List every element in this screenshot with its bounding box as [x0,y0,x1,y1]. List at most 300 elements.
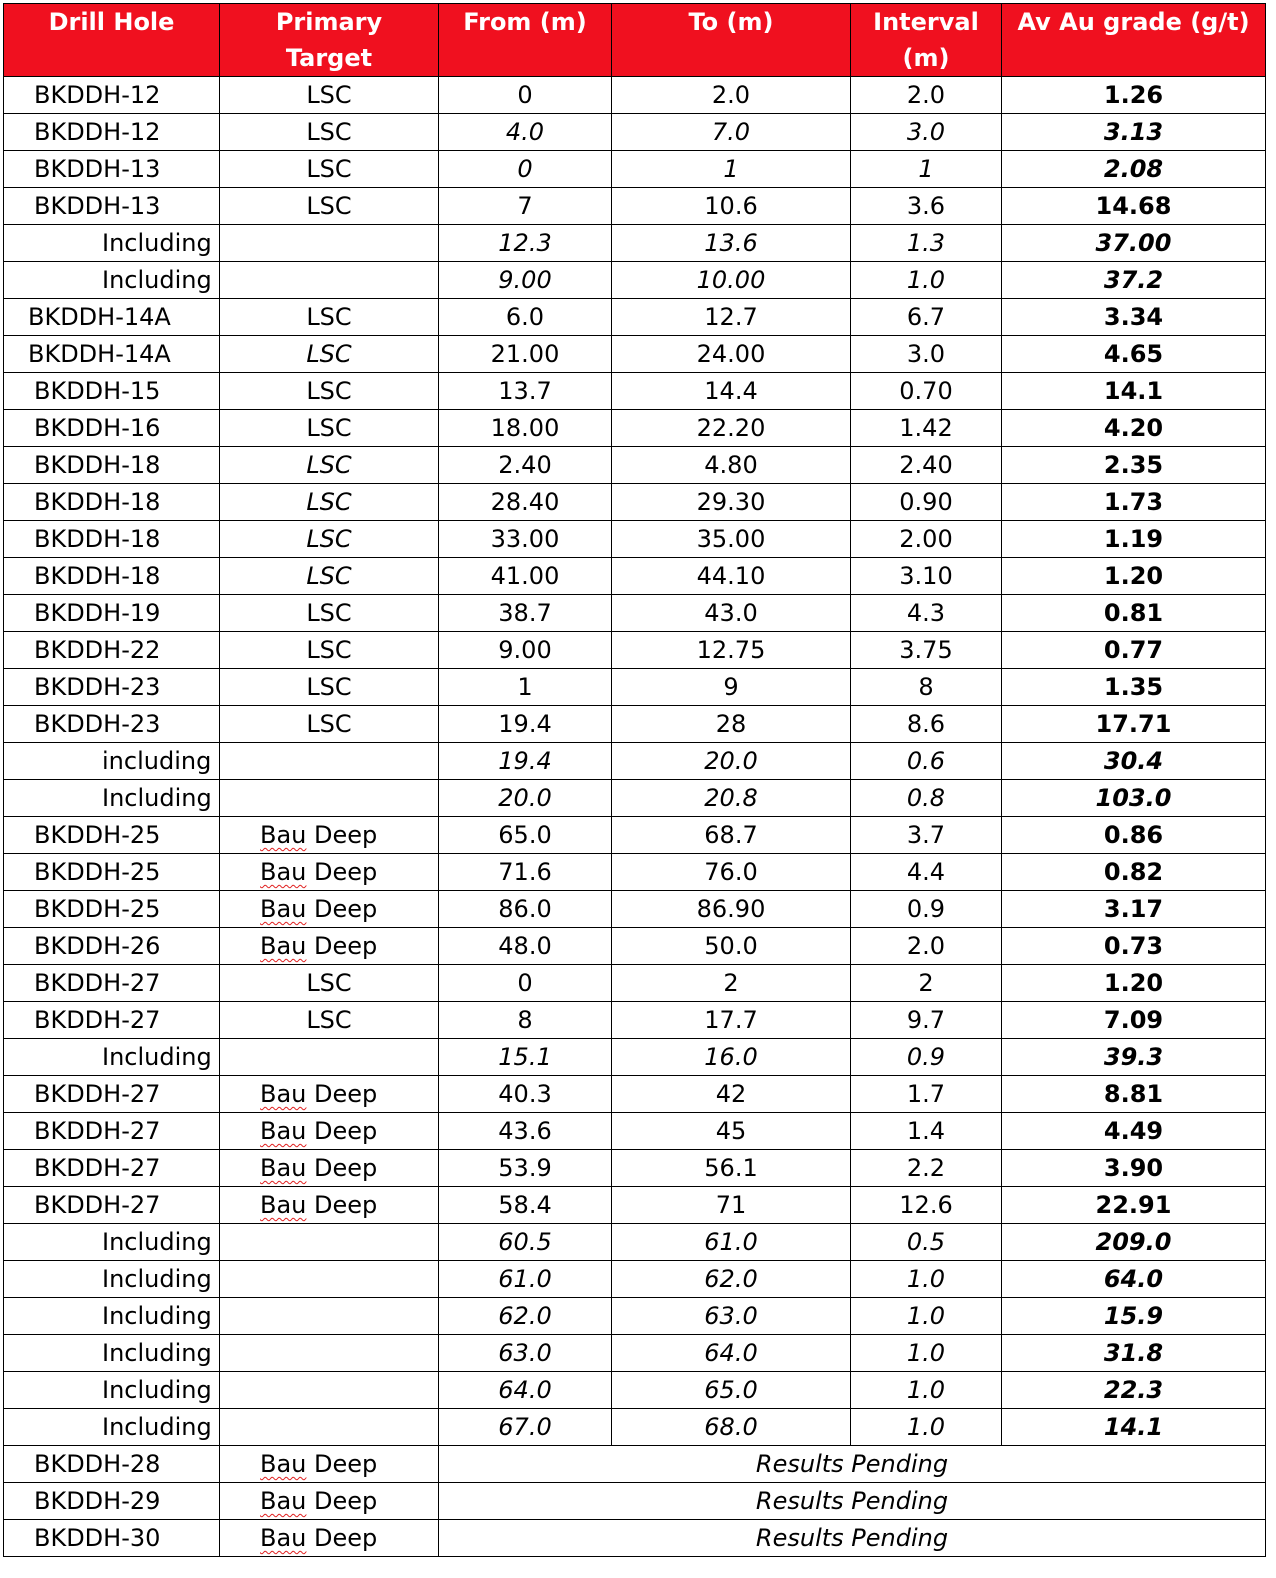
target-text: LSC [306,414,352,442]
header-drill-hole: Drill Hole [4,4,220,77]
cell-drill-hole: BKDDH-27 [4,1187,220,1224]
cell-interval: 3.0 [851,114,1002,151]
cell-au-grade: 1.73 [1002,484,1266,521]
cell-primary-target [220,632,439,669]
cell-drill-hole: BKDDH-18 [4,521,220,558]
cell-au-grade: 1.19 [1002,521,1266,558]
cell-au-grade: 37.2 [1002,262,1266,299]
cell-to: 61.0 [612,1224,851,1261]
target-text: Bau Deep [260,1117,378,1145]
cell-interval: 4.3 [851,595,1002,632]
cell-drill-hole: BKDDH-23 [4,706,220,743]
drill-results-table-wrapper [3,3,1265,1557]
cell-primary-target [220,373,439,410]
table-row [4,151,1266,188]
cell-au-grade: 2.35 [1002,447,1266,484]
cell-from: 86.0 [439,891,612,928]
cell-primary-target [220,1113,439,1150]
cell-au-grade: 3.17 [1002,891,1266,928]
cell-interval: 3.10 [851,558,1002,595]
cell-drill-hole: BKDDH-14A [4,336,220,373]
cell-au-grade: 4.65 [1002,336,1266,373]
cell-to: 1 [612,151,851,188]
cell-primary-target [220,669,439,706]
target-text: Bau Deep [260,821,378,849]
table-row [4,77,1266,114]
cell-from: 0 [439,77,612,114]
cell-to: 2 [612,965,851,1002]
cell-drill-hole: BKDDH-27 [4,1002,220,1039]
cell-au-grade: 0.81 [1002,595,1266,632]
cell-drill-hole: Including [4,1372,220,1409]
table-row [4,1039,1266,1076]
cell-from: 15.1 [439,1039,612,1076]
cell-from: 0 [439,151,612,188]
table-row [4,1002,1266,1039]
cell-au-grade: 1.26 [1002,77,1266,114]
target-text: LSC [306,969,352,997]
cell-from: 58.4 [439,1187,612,1224]
cell-primary-target [220,484,439,521]
cell-from: 28.40 [439,484,612,521]
cell-primary-target [220,780,439,817]
cell-from: 1 [439,669,612,706]
drill-results-table [3,3,1266,1557]
target-word-bau: Bau [260,1524,307,1552]
cell-interval: 0.70 [851,373,1002,410]
cell-interval: 2.0 [851,928,1002,965]
target-word-bau: Bau [260,895,307,923]
table-row [4,1224,1266,1261]
cell-from: 6.0 [439,299,612,336]
target-text: LSC [306,562,352,590]
cell-from: 67.0 [439,1409,612,1446]
target-text: LSC [306,155,352,183]
table-row [4,706,1266,743]
table-row [4,114,1266,151]
cell-from: 12.3 [439,225,612,262]
cell-drill-hole: Including [4,1039,220,1076]
cell-drill-hole: BKDDH-23 [4,669,220,706]
cell-from: 38.7 [439,595,612,632]
cell-primary-target [220,928,439,965]
cell-au-grade: 103.0 [1002,780,1266,817]
target-word-bau: Bau [260,1450,307,1478]
table-row [4,558,1266,595]
table-row [4,595,1266,632]
cell-interval: 0.9 [851,891,1002,928]
cell-from: 13.7 [439,373,612,410]
cell-from: 19.4 [439,743,612,780]
cell-to: 50.0 [612,928,851,965]
cell-drill-hole: Including [4,262,220,299]
cell-primary-target [220,151,439,188]
cell-primary-target [220,595,439,632]
target-text: Bau Deep [260,932,378,960]
cell-primary-target [220,262,439,299]
cell-drill-hole: BKDDH-27 [4,1113,220,1150]
cell-primary-target [220,188,439,225]
table-row [4,336,1266,373]
table-row [4,1150,1266,1187]
cell-drill-hole: BKDDH-30 [4,1520,220,1557]
cell-primary-target [220,1298,439,1335]
cell-primary-target [220,891,439,928]
target-text: LSC [306,488,352,516]
table-row [4,1483,1266,1520]
cell-to: 10.00 [612,262,851,299]
header-au-grade: Av Au grade (g/t) [1002,4,1266,77]
target-text: LSC [306,525,352,553]
cell-to: 7.0 [612,114,851,151]
table-row [4,484,1266,521]
cell-to: 16.0 [612,1039,851,1076]
cell-interval: 12.6 [851,1187,1002,1224]
cell-primary-target [220,410,439,447]
table-row [4,1372,1266,1409]
cell-to: 2.0 [612,77,851,114]
cell-to: 28 [612,706,851,743]
cell-drill-hole: Including [4,1224,220,1261]
cell-from: 7 [439,188,612,225]
cell-from: 0 [439,965,612,1002]
cell-au-grade: 7.09 [1002,1002,1266,1039]
cell-to: 24.00 [612,336,851,373]
cell-from: 8 [439,1002,612,1039]
cell-au-grade: 14.1 [1002,373,1266,410]
cell-to: 45 [612,1113,851,1150]
cell-au-grade: 3.34 [1002,299,1266,336]
cell-primary-target [220,521,439,558]
cell-interval: 1.7 [851,1076,1002,1113]
target-text: Bau Deep [260,1191,378,1219]
cell-from: 33.00 [439,521,612,558]
cell-to: 43.0 [612,595,851,632]
cell-au-grade: 22.3 [1002,1372,1266,1409]
cell-from: 4.0 [439,114,612,151]
cell-primary-target [220,1409,439,1446]
cell-interval: 1.4 [851,1113,1002,1150]
target-text: Bau Deep [260,1524,378,1552]
target-text: LSC [306,377,352,405]
target-text: LSC [306,636,352,664]
cell-primary-target [220,965,439,1002]
cell-to: 20.0 [612,743,851,780]
cell-drill-hole: BKDDH-29 [4,1483,220,1520]
target-word-bau: Bau [260,1487,307,1515]
cell-to: 12.75 [612,632,851,669]
cell-primary-target [220,1372,439,1409]
cell-to: 68.0 [612,1409,851,1446]
cell-primary-target [220,743,439,780]
cell-from: 43.6 [439,1113,612,1150]
cell-au-grade: 0.86 [1002,817,1266,854]
cell-interval: 3.0 [851,336,1002,373]
cell-drill-hole: Including [4,1261,220,1298]
cell-drill-hole: BKDDH-27 [4,1076,220,1113]
cell-from: 21.00 [439,336,612,373]
cell-to: 9 [612,669,851,706]
target-text: LSC [306,340,352,368]
cell-interval: 0.8 [851,780,1002,817]
cell-to: 17.7 [612,1002,851,1039]
table-row [4,632,1266,669]
table-row [4,1076,1266,1113]
cell-interval: 8.6 [851,706,1002,743]
cell-drill-hole: Including [4,1409,220,1446]
cell-primary-target [220,225,439,262]
target-word-bau: Bau [260,932,307,960]
target-word-bau: Bau [260,858,307,886]
table-row [4,669,1266,706]
table-row [4,743,1266,780]
header-primary-target: Primary Target [220,4,439,77]
cell-to: 14.4 [612,373,851,410]
target-text: LSC [306,710,352,738]
cell-au-grade: 22.91 [1002,1187,1266,1224]
cell-interval: 1.0 [851,1261,1002,1298]
table-row [4,225,1266,262]
cell-primary-target [220,336,439,373]
cell-primary-target [220,558,439,595]
cell-interval: 4.4 [851,854,1002,891]
target-text: Bau Deep [260,858,378,886]
cell-au-grade: 1.20 [1002,558,1266,595]
cell-au-grade: 64.0 [1002,1261,1266,1298]
cell-primary-target [220,1261,439,1298]
target-text: LSC [306,303,352,331]
cell-from: 41.00 [439,558,612,595]
cell-drill-hole: BKDDH-14A [4,299,220,336]
target-text: LSC [306,1006,352,1034]
table-row [4,1335,1266,1372]
cell-primary-target [220,1483,439,1520]
cell-interval: 2.00 [851,521,1002,558]
cell-drill-hole: BKDDH-12 [4,114,220,151]
cell-primary-target [220,77,439,114]
table-row [4,1446,1266,1483]
cell-drill-hole: BKDDH-15 [4,373,220,410]
table-header-row [4,4,1266,77]
target-text: LSC [306,118,352,146]
cell-to: 76.0 [612,854,851,891]
cell-interval: 2.2 [851,1150,1002,1187]
cell-drill-hole: BKDDH-25 [4,817,220,854]
cell-au-grade: 14.68 [1002,188,1266,225]
cell-primary-target [220,854,439,891]
table-row [4,1520,1266,1557]
cell-to: 29.30 [612,484,851,521]
table-row [4,928,1266,965]
cell-from: 48.0 [439,928,612,965]
cell-drill-hole: BKDDH-12 [4,77,220,114]
table-row [4,521,1266,558]
header-to: To (m) [612,4,851,77]
cell-au-grade: 4.49 [1002,1113,1266,1150]
cell-interval: 8 [851,669,1002,706]
table-row [4,262,1266,299]
cell-primary-target [220,1150,439,1187]
table-row [4,447,1266,484]
cell-to: 68.7 [612,817,851,854]
cell-to: 71 [612,1187,851,1224]
cell-from: 64.0 [439,1372,612,1409]
cell-from: 20.0 [439,780,612,817]
target-word-bau: Bau [260,1080,307,1108]
cell-primary-target [220,1224,439,1261]
target-word-bau: Bau [260,1117,307,1145]
target-word-bau: Bau [260,1154,307,1182]
target-text: Bau Deep [260,895,378,923]
cell-interval: 1.0 [851,1372,1002,1409]
target-text: Bau Deep [260,1080,378,1108]
cell-drill-hole: BKDDH-18 [4,484,220,521]
cell-to: 10.6 [612,188,851,225]
table-row [4,1409,1266,1446]
cell-from: 53.9 [439,1150,612,1187]
cell-to: 22.20 [612,410,851,447]
cell-primary-target [220,706,439,743]
cell-drill-hole: Including [4,1298,220,1335]
cell-results-pending: Results Pending [439,1446,1266,1483]
cell-au-grade: 209.0 [1002,1224,1266,1261]
cell-from: 9.00 [439,262,612,299]
cell-from: 9.00 [439,632,612,669]
cell-au-grade: 14.1 [1002,1409,1266,1446]
cell-primary-target [220,817,439,854]
cell-interval: 1 [851,151,1002,188]
cell-drill-hole: BKDDH-18 [4,447,220,484]
cell-drill-hole: BKDDH-27 [4,965,220,1002]
cell-primary-target [220,447,439,484]
cell-au-grade: 0.73 [1002,928,1266,965]
cell-au-grade: 4.20 [1002,410,1266,447]
cell-from: 18.00 [439,410,612,447]
cell-drill-hole: Including [4,1335,220,1372]
cell-au-grade: 1.20 [1002,965,1266,1002]
cell-interval: 1.42 [851,410,1002,447]
cell-interval: 6.7 [851,299,1002,336]
cell-interval: 3.6 [851,188,1002,225]
cell-drill-hole: including [4,743,220,780]
cell-interval: 2 [851,965,1002,1002]
cell-primary-target [220,1520,439,1557]
table-row [4,188,1266,225]
target-text: LSC [306,81,352,109]
cell-from: 19.4 [439,706,612,743]
cell-drill-hole: BKDDH-22 [4,632,220,669]
cell-interval: 1.0 [851,262,1002,299]
cell-to: 4.80 [612,447,851,484]
cell-drill-hole: BKDDH-26 [4,928,220,965]
cell-results-pending: Results Pending [439,1520,1266,1557]
cell-interval: 0.9 [851,1039,1002,1076]
cell-interval: 0.6 [851,743,1002,780]
cell-au-grade: 1.35 [1002,669,1266,706]
cell-drill-hole: BKDDH-19 [4,595,220,632]
cell-interval: 1.0 [851,1298,1002,1335]
table-row [4,817,1266,854]
cell-primary-target [220,1187,439,1224]
cell-interval: 9.7 [851,1002,1002,1039]
cell-au-grade: 3.90 [1002,1150,1266,1187]
cell-interval: 1.3 [851,225,1002,262]
target-text: LSC [306,192,352,220]
cell-drill-hole: Including [4,225,220,262]
table-row [4,965,1266,1002]
cell-from: 65.0 [439,817,612,854]
cell-drill-hole: BKDDH-16 [4,410,220,447]
cell-au-grade: 8.81 [1002,1076,1266,1113]
cell-drill-hole: BKDDH-18 [4,558,220,595]
cell-from: 63.0 [439,1335,612,1372]
cell-interval: 3.75 [851,632,1002,669]
cell-drill-hole: BKDDH-25 [4,854,220,891]
cell-from: 40.3 [439,1076,612,1113]
cell-drill-hole: BKDDH-28 [4,1446,220,1483]
cell-au-grade: 37.00 [1002,225,1266,262]
table-row [4,854,1266,891]
cell-to: 35.00 [612,521,851,558]
cell-interval: 2.0 [851,77,1002,114]
cell-au-grade: 2.08 [1002,151,1266,188]
table-row [4,1298,1266,1335]
cell-from: 71.6 [439,854,612,891]
cell-interval: 1.0 [851,1335,1002,1372]
cell-primary-target [220,1002,439,1039]
cell-primary-target [220,299,439,336]
cell-to: 56.1 [612,1150,851,1187]
table-row [4,410,1266,447]
cell-interval: 1.0 [851,1409,1002,1446]
cell-to: 62.0 [612,1261,851,1298]
cell-au-grade: 39.3 [1002,1039,1266,1076]
cell-interval: 2.40 [851,447,1002,484]
target-word-bau: Bau [260,1191,307,1219]
cell-drill-hole: BKDDH-25 [4,891,220,928]
cell-from: 62.0 [439,1298,612,1335]
header-interval: Interval (m) [851,4,1002,77]
cell-to: 63.0 [612,1298,851,1335]
cell-drill-hole: BKDDH-27 [4,1150,220,1187]
cell-from: 61.0 [439,1261,612,1298]
cell-to: 20.8 [612,780,851,817]
target-text: LSC [306,673,352,701]
cell-to: 42 [612,1076,851,1113]
cell-au-grade: 0.82 [1002,854,1266,891]
target-text: Bau Deep [260,1154,378,1182]
cell-interval: 0.5 [851,1224,1002,1261]
header-from: From (m) [439,4,612,77]
cell-to: 12.7 [612,299,851,336]
cell-from: 60.5 [439,1224,612,1261]
cell-to: 44.10 [612,558,851,595]
target-text: Bau Deep [260,1487,378,1515]
cell-primary-target [220,1446,439,1483]
cell-drill-hole: Including [4,780,220,817]
cell-drill-hole: BKDDH-13 [4,151,220,188]
cell-au-grade: 30.4 [1002,743,1266,780]
cell-to: 86.90 [612,891,851,928]
cell-drill-hole: BKDDH-13 [4,188,220,225]
cell-to: 64.0 [612,1335,851,1372]
cell-primary-target [220,1076,439,1113]
target-text: Bau Deep [260,1450,378,1478]
cell-primary-target [220,1335,439,1372]
table-row [4,373,1266,410]
cell-au-grade: 15.9 [1002,1298,1266,1335]
table-row [4,1113,1266,1150]
